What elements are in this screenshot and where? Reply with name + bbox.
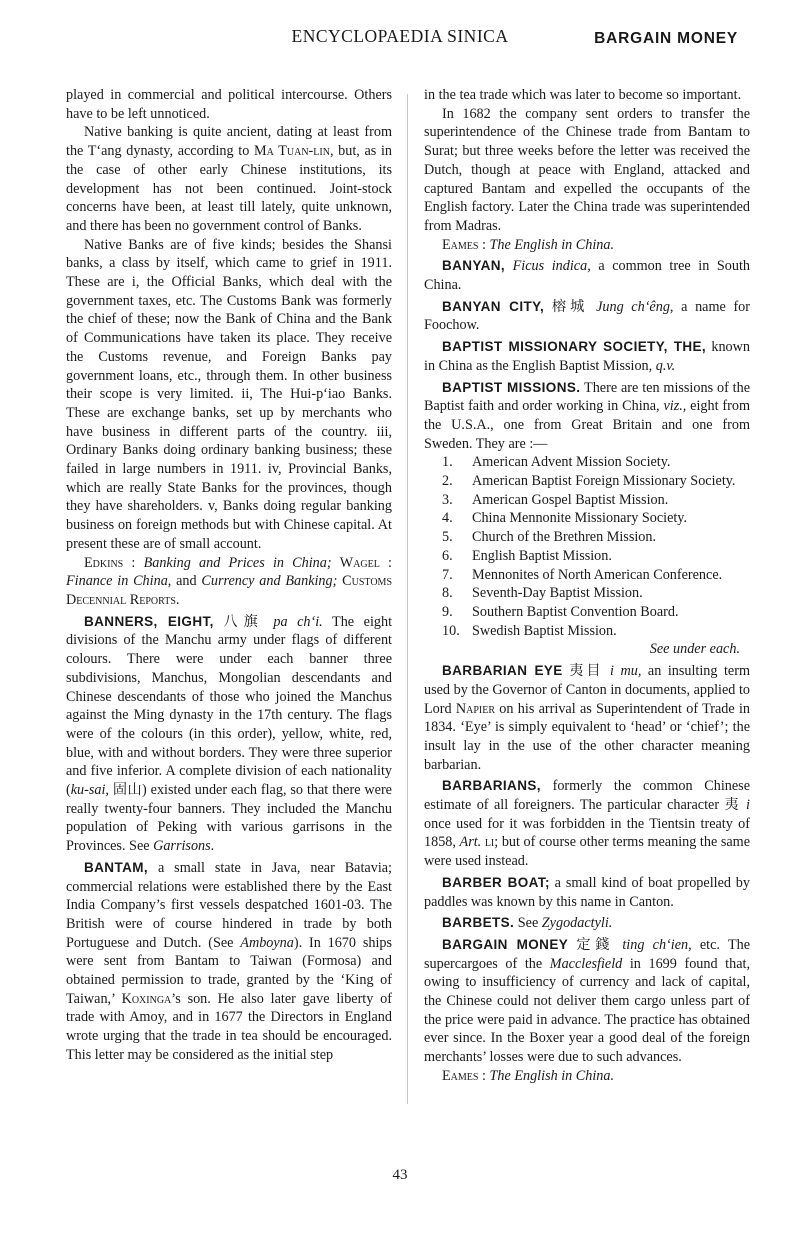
list-item (424, 603, 750, 622)
entry-barbarian-eye (424, 662, 750, 774)
citation (424, 1067, 750, 1086)
list-number: 1. (442, 454, 453, 471)
author-name: Edkins (84, 554, 124, 571)
romanization: Jung ch‘êng, (596, 298, 674, 315)
book-title: Currency and Banking; (201, 573, 338, 590)
text: in 1699 found that, owing to insufficiency of currency and lack of capital, the Chinese could not deliver them cargo unless part of the price were paid in advance. The practice has obtained ever since. In the Boxer year a good deal of the foreign merchants’ losses were due to such advances. (424, 955, 750, 1066)
text: an insulting term used by the Governor of Canton in documents, applied to Lord (424, 663, 750, 717)
chinese-characters: 榕城 (551, 298, 589, 315)
book-title: The English in China. (489, 1067, 615, 1084)
column-divider (407, 94, 408, 1104)
text: once used for it was forbidden in the Tientsin treaty of 1858, (424, 815, 750, 851)
list-text: English Baptist Mission. (472, 547, 612, 564)
entry-barber-boat (424, 874, 750, 911)
entry-banyan-city (424, 298, 750, 335)
list-item (424, 622, 750, 641)
romanization: i (746, 797, 750, 814)
entry-title: BANNERS, EIGHT, (84, 613, 214, 629)
text: See (514, 915, 542, 932)
entry-title: BARBARIANS, (442, 778, 541, 794)
section-head: BARGAIN MONEY (594, 30, 738, 47)
list-number: 10. (442, 622, 460, 639)
cross-reference: Amboyna (240, 934, 294, 951)
list-text: American Advent Mission Society. (472, 454, 671, 471)
list-text: American Baptist Foreign Missionary Society. (472, 473, 736, 490)
paragraph: Native Banks are of five kinds; besides the Shansi banks, a class by itself, which came to grief in 1911. These are i, the Official Banks, which deal with the government taxes, etc. The Customs Bank was formerly the chief of these; now the Bank of China and the Bank of Communications have taken its place. They receive the Customs revenue, and Foreign Banks pay government loans, etc., through them. In other business their scope is very limited. ii, The Hui-p‘iao Banks. These are exchange banks, set up by merchants who have business in different parts of the country. iii, Ordinary Banks doing ordinary banking business; these failed in large numbers in 1911. iv, Provincial Banks, which are really State Banks for the provinces, though they have shareholders. v, Banks doing regular banking business on foreign methods but with Chinese capital. At present these are of small account. (66, 236, 392, 552)
article-number: li (484, 834, 495, 851)
text: : (379, 554, 392, 571)
text: : (123, 554, 144, 571)
text (332, 555, 340, 571)
text: There are ten missions of the Baptist faith and order working in China, (424, 379, 751, 415)
latin-name: Ficus indica, (512, 258, 591, 275)
list-number: 5. (442, 529, 453, 546)
list-item (424, 491, 750, 510)
entry-barbets (424, 914, 750, 933)
romanization: i mu, (610, 663, 642, 680)
missions-list (424, 453, 750, 640)
left-column (66, 86, 392, 1065)
entry-title: BANTAM, (84, 859, 149, 875)
list-number: 6. (442, 547, 453, 564)
cross-reference: Garrisons (153, 838, 211, 855)
author-name: Wagel (339, 554, 380, 571)
source-name: Customs Decennial Reports (66, 573, 393, 608)
list-number: 4. (442, 510, 453, 527)
entry-title: BANYAN CITY, (442, 298, 545, 314)
list-text: Southern Baptist Convention Board. (472, 603, 679, 620)
chinese-characters: 夷目 (569, 663, 604, 680)
list-number: 7. (442, 566, 453, 583)
cross-reference: Zygodactyli. (541, 915, 613, 932)
list-text: Mennonites of North American Conference. (472, 566, 723, 583)
cross-reference: q.v. (655, 357, 676, 374)
person-name: Napier (455, 700, 496, 717)
text: known in China as the English Baptist Mission, (424, 339, 750, 374)
text: Native banking is quite ancient, dating at least from the T‘ang dynasty, according to (66, 124, 392, 160)
see-reference: See under each. (649, 641, 740, 658)
text: on his arrival as Superintendent of Trade in 1834. ‘Eye’ is simply equivalent to ‘head’ or ‘chief’; the insult lay in the use of the other character meaning barbarian. (424, 700, 750, 773)
paragraph: In 1682 the company sent orders to transfer the superintendence of the Chinese trade from Bantam to Surat; but three weeks before the letter was received the Dutch, though at peace with England, attacked and captured Bantam and expelled the occupants of the English factory. Later the China trade was superintended from Madras. (424, 105, 750, 234)
list-item (424, 453, 750, 472)
list-number: 8. (442, 585, 453, 602)
book-title: The English in China. (489, 236, 615, 253)
list-number: 2. (442, 473, 453, 490)
chinese-characters: 八旗 (223, 613, 264, 630)
list-item (424, 566, 750, 585)
right-column (424, 86, 750, 1086)
running-head: ENCYCLOPAEDIA SINICA (291, 26, 509, 46)
author-name: Eames (442, 1067, 479, 1084)
text: etc. The supercargoes of the (424, 936, 750, 972)
entry-title: BARBETS. (442, 915, 515, 931)
abbreviation: viz., (663, 398, 687, 415)
entry-banners (66, 613, 392, 856)
entry-banyan (424, 257, 750, 294)
entry-title: BARBARIAN EYE (442, 663, 563, 679)
romanization: pa ch‘i. (273, 613, 323, 630)
text: : (478, 1067, 490, 1084)
person-name: Koxinga (121, 990, 172, 1007)
entry-bantam (66, 859, 392, 1065)
paragraph (66, 123, 392, 235)
chinese-characters: 定錢 (576, 936, 615, 953)
text: . (210, 838, 215, 855)
list-text: Church of the Brethren Mission. (472, 529, 657, 546)
list-number: 3. (442, 491, 453, 508)
entry-barbarians (424, 777, 750, 871)
book-title: Finance in China, (66, 573, 172, 590)
text: ; but of course other terms meaning the same were used instead. (424, 834, 751, 870)
text: ’s son. He also later gave liberty of trade with Amoy, and in 1677 the Directors in England wrote urging that the trade in tea should be encouraged. This letter may be considered as the initial step (66, 990, 392, 1063)
entry-baptist-missionary-society (424, 338, 750, 375)
page-number: 43 (392, 1167, 408, 1183)
citation (66, 554, 392, 610)
text: a common tree in South China. (424, 258, 750, 294)
text: and (171, 573, 202, 590)
paragraph: played in commercial and political intercourse. Others have to be left unnoticed. (66, 87, 392, 122)
entry-title: BANYAN, (442, 258, 506, 274)
entry-baptist-missions (424, 379, 750, 454)
list-number: 9. (442, 603, 453, 620)
list-text: China Mennonite Missionary Society. (472, 510, 688, 527)
list-text: Swedish Baptist Mission. (472, 622, 617, 639)
list-text: American Gospel Baptist Mission. (472, 491, 669, 508)
ship-name: Macclesfield (549, 955, 623, 972)
article-ref: Art. (459, 834, 482, 851)
list-item (424, 547, 750, 566)
text: eight from the U.S.A., one from Great Britain and one from Sweden. They are :— (424, 398, 750, 452)
chinese-characters: 夷 (724, 797, 741, 814)
text: formerly the common Chinese estimate of all foreigners. The particular character (424, 778, 750, 814)
text: a small state in Java, near Batavia; commercial relations were established there by the East India Company’s first vessels despatched 1601-03. The British were of course hindered in trade by both Portuguese and Dutch. (See (66, 859, 392, 951)
text: . (175, 591, 180, 608)
entry-bargain-money (424, 936, 750, 1067)
text: ). In 1670 ships were sent from Bantam to Taiwan (Formosa) and obtained permission to trade, granted by the ‘King of Taiwan,’ (66, 934, 392, 1007)
entry-title: BARGAIN MONEY (442, 936, 569, 952)
text: a small kind of boat propelled by paddles was known by this name in Canton. (424, 874, 750, 910)
list-item (424, 509, 750, 528)
entry-title: BARBER BOAT; (442, 874, 550, 890)
text: , but, as in the case of other early Chinese institutions, its development has not been continued. Joint-stock concerns have been, at least till lately, quite unknown, and there has been no government control of Banks. (66, 143, 393, 234)
author-name: Eames (442, 236, 479, 253)
text: ) existed under each flag, so that there were really twenty-four banners. They included the Manchu population of Peking with various garrisons in the Provinces. See (66, 782, 392, 855)
author-name: Ma Tuan-lin (253, 143, 330, 160)
list-item (424, 472, 750, 491)
text: The eight divisions of the Manchu army under flags of different colours. There were under each banner three subdivisions, Manchus, Mongolian descendants and Chinese descendants of those who joined the Manchus against the Ming dynasty in the 17th century. The flags were of the colours (in this order), yellow, white, red, blue, with and without borders. They were three superior and five inferior. A complete division of each nationality ( (66, 613, 393, 799)
romanization: ku-sai, (70, 782, 109, 799)
paragraph: in the tea trade which was later to become so important. (424, 87, 742, 103)
text: a name for Foochow. (424, 298, 750, 334)
list-item (424, 584, 750, 603)
list-text: Seventh-Day Baptist Mission. (472, 585, 643, 602)
text: : (478, 236, 490, 253)
book-title: Banking and Prices in China; (143, 554, 332, 571)
chinese-characters: 固山 (112, 782, 143, 799)
list-item (424, 528, 750, 547)
citation (424, 236, 750, 255)
entry-title: BAPTIST MISSIONARY SOCIETY, THE, (442, 339, 707, 355)
entry-title: BAPTIST MISSIONS. (442, 379, 581, 395)
romanization: ting ch‘ien, (622, 936, 692, 953)
